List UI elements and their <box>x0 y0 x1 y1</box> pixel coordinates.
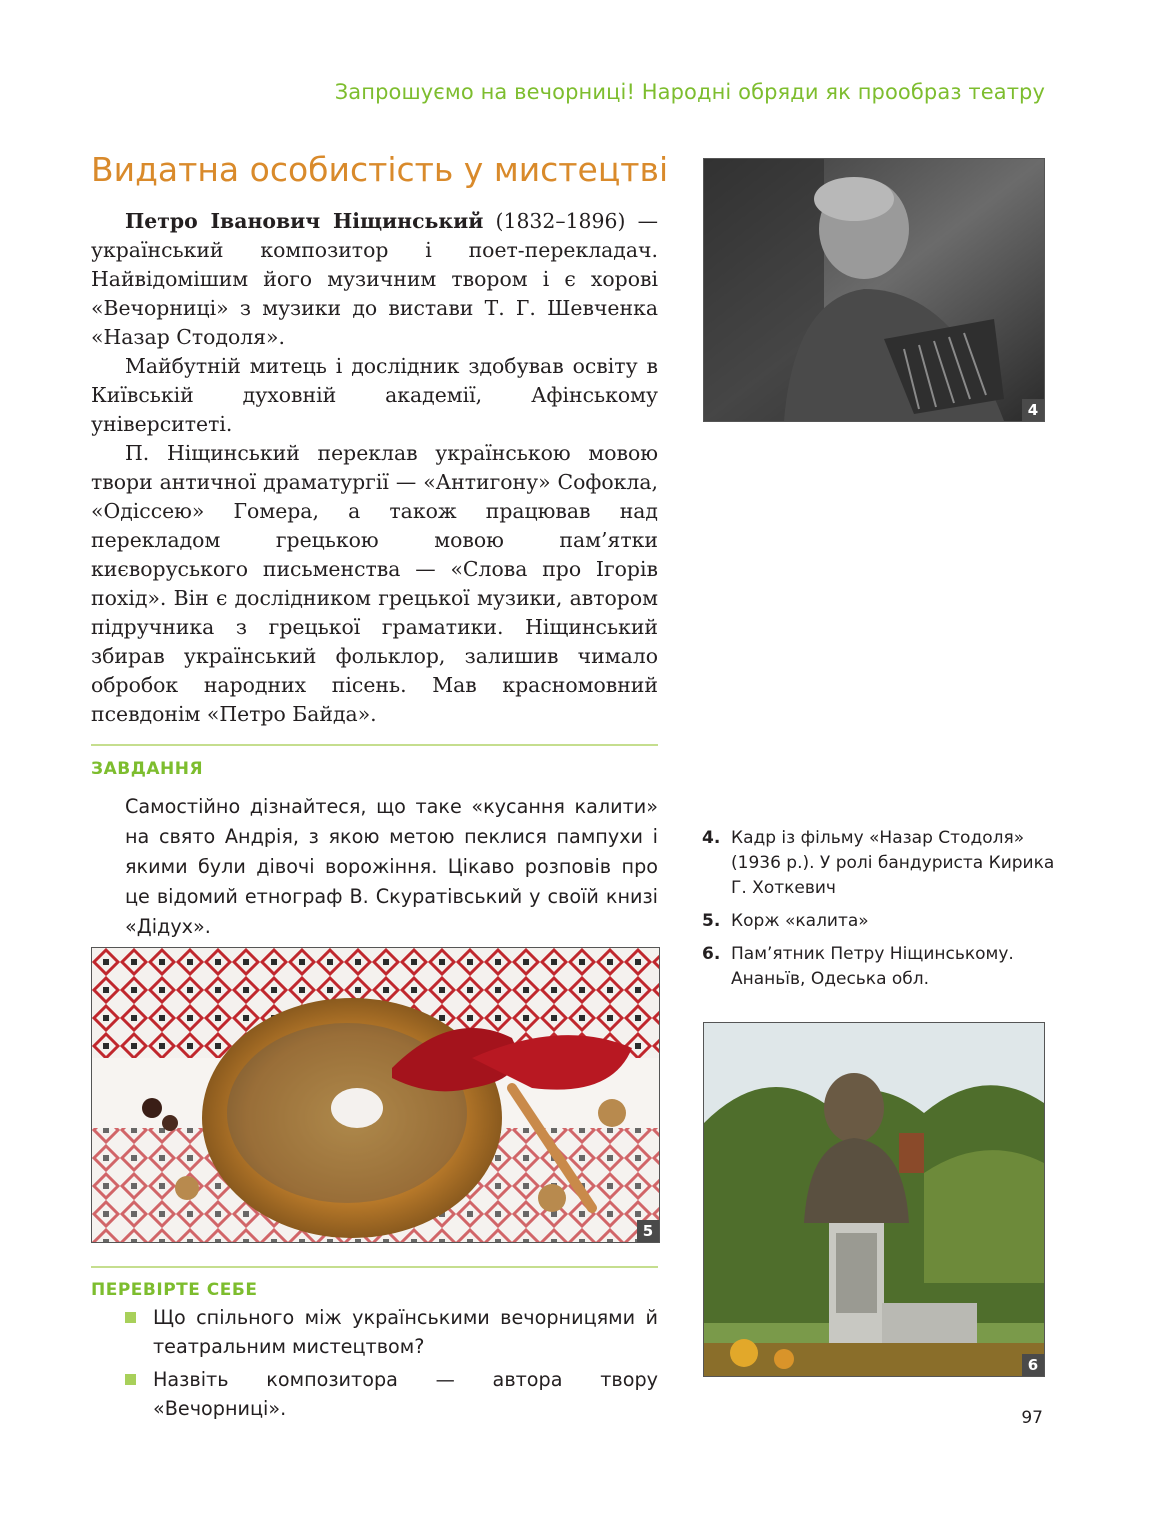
caption-number: 6. <box>702 944 721 964</box>
monument-image <box>704 1023 1044 1376</box>
paragraph-2: Майбутній митець і дослідник здобував освіту в Київській духовній академії, Афінському університеті. <box>91 354 658 436</box>
photo-number-badge: 6 <box>1022 1354 1044 1376</box>
bullet-square-icon <box>125 1312 136 1323</box>
photo-number-badge: 4 <box>1022 399 1044 421</box>
caption-text: Корж «калита» <box>731 911 869 931</box>
bullet-square-icon <box>125 1374 136 1385</box>
divider <box>91 1266 658 1268</box>
question-text: Що спільного між українськими вечорницями й театральним мистецтвом? <box>153 1306 658 1358</box>
photo-film-still <box>703 158 1045 422</box>
film-still-image <box>704 159 1044 421</box>
divider <box>91 744 658 746</box>
caption-number: 4. <box>702 828 721 848</box>
paragraph-3: П. Ніщинський переклав українською мовою твори античної драматургії — «Антигону» Софокла, «Одіссею» Гомера, а також працював над перекладом грецькою мовою пам’ятки києворуського письменства — «Слова про Ігорів похід». Він є дослідником грецької музики, автором підручника з грецької граматики. Ніщинський збирав український фольклор, залишив чимало обробок народних пісень. Мав красномовний псевдонім «Петро Байда». <box>91 441 658 726</box>
task-text: Самостійно дізнайтеся, що таке «кусання калити» на свято Андрія, з якою метою пеклися пампухи і якими були дівочі ворожіння. Цікаво розповів про це відомий етнограф В. Скуратівський у своїй книзі «Дідух». <box>125 795 658 938</box>
question-item <box>125 1303 658 1361</box>
paragraph-1-text: (1832–1896) — український композитор і поет-перекладач. Найвідомішим його музичним твором і є хорові «Вечорниці» з музики до вистави Т. Г. Шевченка «Назар Стодоля». <box>91 209 658 349</box>
caption-number: 5. <box>702 911 721 931</box>
kalyta-bread-image <box>92 948 659 1242</box>
photo-kalyta-bread <box>91 947 660 1243</box>
biography-text <box>91 207 658 729</box>
photo-monument <box>703 1022 1045 1377</box>
task-label: ЗАВДАННЯ <box>91 759 204 779</box>
person-name: Петро Іванович Ніщинський <box>125 209 484 233</box>
caption-text: Кадр із фільму «Назар Стодоля» (1936 р.). У ролі бандуриста Кирика Г. Хоткевич <box>731 828 1055 898</box>
check-label: ПЕРЕВІРТЕ СЕБЕ <box>91 1280 258 1300</box>
paragraph-1 <box>91 207 658 352</box>
page-number: 97 <box>1021 1408 1043 1428</box>
photo-captions <box>702 826 1062 1000</box>
caption-item <box>702 826 1062 901</box>
photo-number-badge: 5 <box>637 1220 659 1242</box>
caption-text: Пам’ятник Петру Ніщинському. Ананьїв, Одеська обл. <box>731 944 1014 989</box>
check-questions <box>125 1303 658 1427</box>
question-text: Назвіть композитора — автора твору «Вечорниці». <box>153 1368 658 1420</box>
caption-item <box>702 942 1062 992</box>
caption-item <box>702 909 1062 934</box>
section-heading: Видатна особистість у мистецтві <box>91 150 669 189</box>
question-item <box>125 1365 658 1423</box>
running-header: Запрошуємо на вечорниці! Народні обряди як прообраз театру <box>334 80 1045 104</box>
